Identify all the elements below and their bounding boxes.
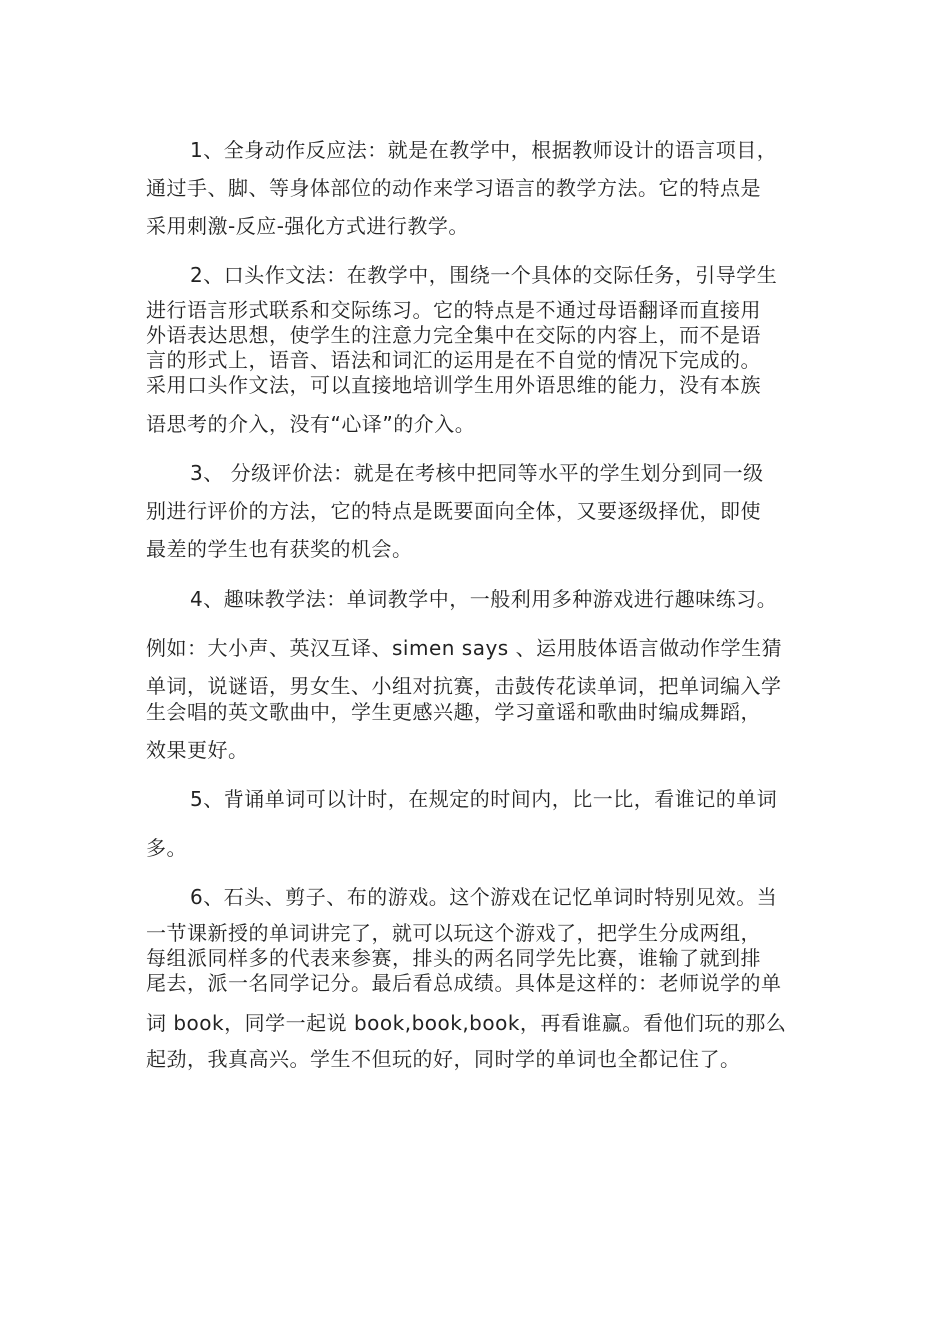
text-line: 进行语言形式联系和交际练习。它的特点是不通过母语翻译而直接用 bbox=[146, 298, 761, 322]
text-line: 起劲，我真高兴。学生不但玩的好，同时学的单词也全都记住了。 bbox=[146, 1047, 741, 1071]
text-line: 最差的学生也有获奖的机会。 bbox=[146, 537, 413, 561]
text-line: 通过手、脚、等身体部位的动作来学习语言的教学方法。它的特点是 bbox=[146, 176, 761, 200]
text-line: 外语表达思想，使学生的注意力完全集中在交际的内容上，而不是语 bbox=[146, 323, 761, 347]
text-line: 6、石头、剪子、布的游戏。这个游戏在记忆单词时特别见效。当 bbox=[190, 885, 778, 909]
text-line: 尾去，派一名同学记分。最后看总成绩。具体是这样的：老师说学的单 bbox=[146, 971, 782, 995]
text-line: 效果更好。 bbox=[146, 738, 249, 762]
text-line: 采用口头作文法，可以直接地培训学生用外语思维的能力，没有本族 bbox=[146, 373, 761, 397]
text-line: 1、全身动作反应法：就是在教学中，根据教师设计的语言项目， bbox=[190, 138, 778, 162]
text-line: 每组派同样多的代表来参赛，排头的两名同学先比赛，谁输了就到排 bbox=[146, 946, 761, 970]
text-line: 5、背诵单词可以计时，在规定的时间内，比一比，看谁记的单词 bbox=[190, 787, 778, 811]
text-line: 多。 bbox=[146, 836, 187, 860]
text-line: 单词，说谜语，男女生、小组对抗赛，击鼓传花读单词，把单词编入学 bbox=[146, 674, 782, 698]
text-line: 3、 分级评价法：就是在考核中把同等水平的学生划分到同一级 bbox=[190, 461, 764, 485]
text-line: 例如：大小声、英汉互译、simen says 、运用肢体语言做动作学生猜 bbox=[146, 636, 783, 660]
text-line: 生会唱的英文歌曲中，学生更感兴趣，学习童谣和歌曲时编成舞蹈， bbox=[146, 700, 761, 724]
text-line: 采用刺激-反应-强化方式进行教学。 bbox=[146, 214, 469, 238]
text-line: 4、趣味教学法：单词教学中，一般利用多种游戏进行趣味练习。 bbox=[190, 587, 778, 611]
text-line: 2、口头作文法：在教学中，围绕一个具体的交际任务，引导学生 bbox=[190, 263, 778, 287]
text-line: 言的形式上，语音、语法和词汇的运用是在不自觉的情况下完成的。 bbox=[146, 348, 761, 372]
text-line: 别进行评价的方法，它的特点是既要面向全体，又要逐级择优，即使 bbox=[146, 499, 761, 523]
text-line: 语思考的介入，没有“心译”的介入。 bbox=[146, 412, 476, 436]
text-line: 词 book，同学一起说 book,book,book，再看谁赢。看他们玩的那么 bbox=[146, 1011, 787, 1035]
text-line: 一节课新授的单词讲完了，就可以玩这个游戏了，把学生分成两组， bbox=[146, 921, 761, 945]
